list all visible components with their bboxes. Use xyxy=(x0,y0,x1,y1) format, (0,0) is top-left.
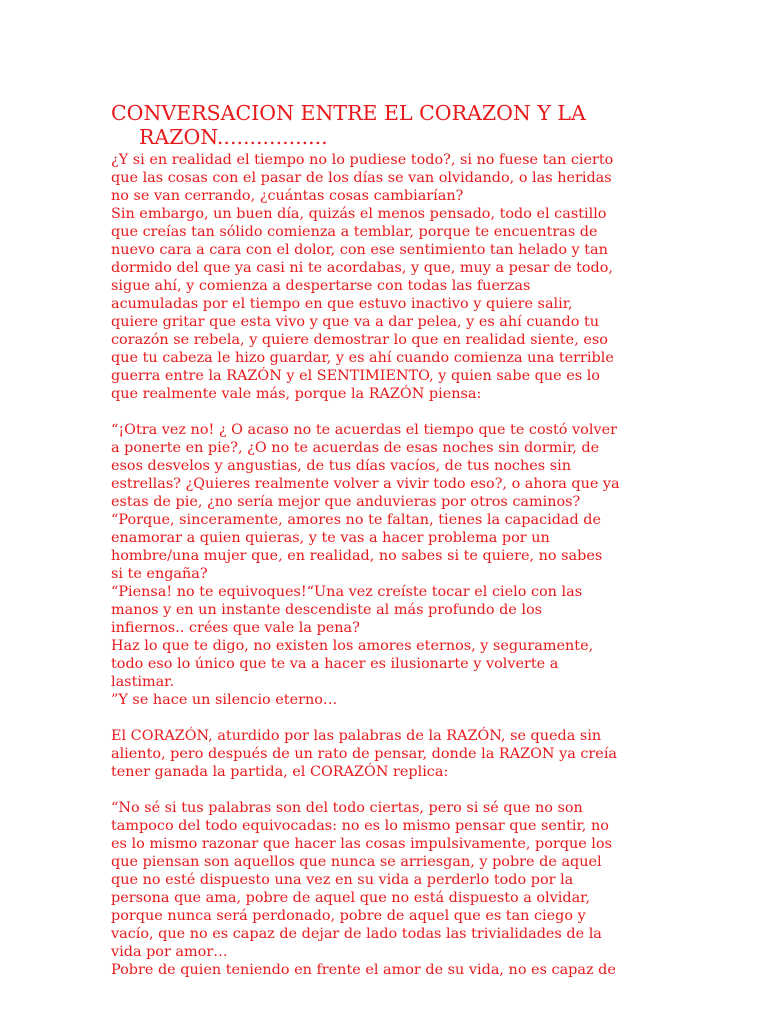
paragraph-razon-speech: “¡Otra vez no! ¿ O acaso no te acuerdas el tiempo que te costó volver a ponerte en pie?, ¿O no te acuerdas de esas noches sin dormir, de esos desvelos y angustias, de tus días vacíos, de tus noches sin estrellas? ¿Quieres realmente volver a vivir todo eso?, o ahora que ya estas de pie, ¿no sería mejor que anduvieras por otros caminos? “Porque, sinceramente, amores no te faltan, tienes la capacidad de enamorar a quien quieras, y te vas a hacer problema por un hombre/una mujer que, en realidad, no sabes si te quiere, no sabes si te engaña? “Piensa! no te equivoques!“Una vez creíste tocar el cielo con las manos y en un instante descendiste al más profundo de los infiernos.. crées que vale la pena? Haz lo que te digo, no existen los amores eternos, y seguramente, todo eso lo único que te va a hacer es ilusionarte y volverte a lastimar. ”Y se hace un silencio eterno… xyxy=(111,422,620,708)
paragraph-corazon-intro: El CORAZÓN, aturdido por las palabras de la RAZÓN, se queda sin aliento, pero después de un rato de pensar, donde la RAZON ya creía tener ganada la partida, el CORAZÓN replica: xyxy=(111,728,617,780)
paragraph-gap xyxy=(111,709,671,727)
document-title xyxy=(111,101,671,149)
title-line-1: CONVERSACION ENTRE EL CORAZON Y LA xyxy=(111,101,586,125)
paragraph-corazon-speech: “No sé si tus palabras son del todo ciertas, pero si sé que no son tampoco del todo equivocadas: no es lo mismo pensar que sentir, no es lo mismo razonar que hacer las cosas impulsivamente, porque los que piensan son aquellos que nunca se arriesgan, y pobre de aquel que no esté dispuesto una vez en su vida a perderlo todo por la persona que ama, pobre de aquel que no está dispuesto a olvidar, porque nunca será perdonado, pobre de aquel que es tan ciego y vacío, que no es capaz de dejar de lado todas las trivialidades de la vida por amor… Pobre de quien teniendo en frente el amor de su vida, no es capaz de xyxy=(111,800,616,978)
document-body xyxy=(111,151,671,979)
title-line-2: RAZON................. xyxy=(139,125,328,149)
paragraph-gap xyxy=(111,403,671,421)
paragraph-gap xyxy=(111,781,671,799)
paragraph-intro: ¿Y si en realidad el tiempo no lo pudiese todo?, si no fuese tan cierto que las cosas con el pasar de los días se van olvidando, o las heridas no se van cerrando, ¿cuántas cosas cambiarían? Sin embargo, un buen día, quizás el menos pensado, todo el castillo que creías tan sólido comienza a temblar, porque te encuentras de nuevo cara a cara con el dolor, con ese sentimiento tan helado y tan dormido del que ya casi ni te acordabas, y que, muy a pesar de todo, sigue ahí, y comienza a despertarse con todas las fuerzas acumuladas por el tiempo en que estuvo inactivo y quiere salir, quiere gritar que esta vivo y que va a dar pelea, y es ahí cuando tu corazón se rebela, y quiere demostrar lo que en realidad siente, eso que tu cabeza le hizo guardar, y es ahí cuando comienza una terrible guerra entre la RAZÓN y el SENTIMIENTO, y quien sabe que es lo que realmente vale más, porque la RAZÓN piensa: xyxy=(111,152,614,402)
